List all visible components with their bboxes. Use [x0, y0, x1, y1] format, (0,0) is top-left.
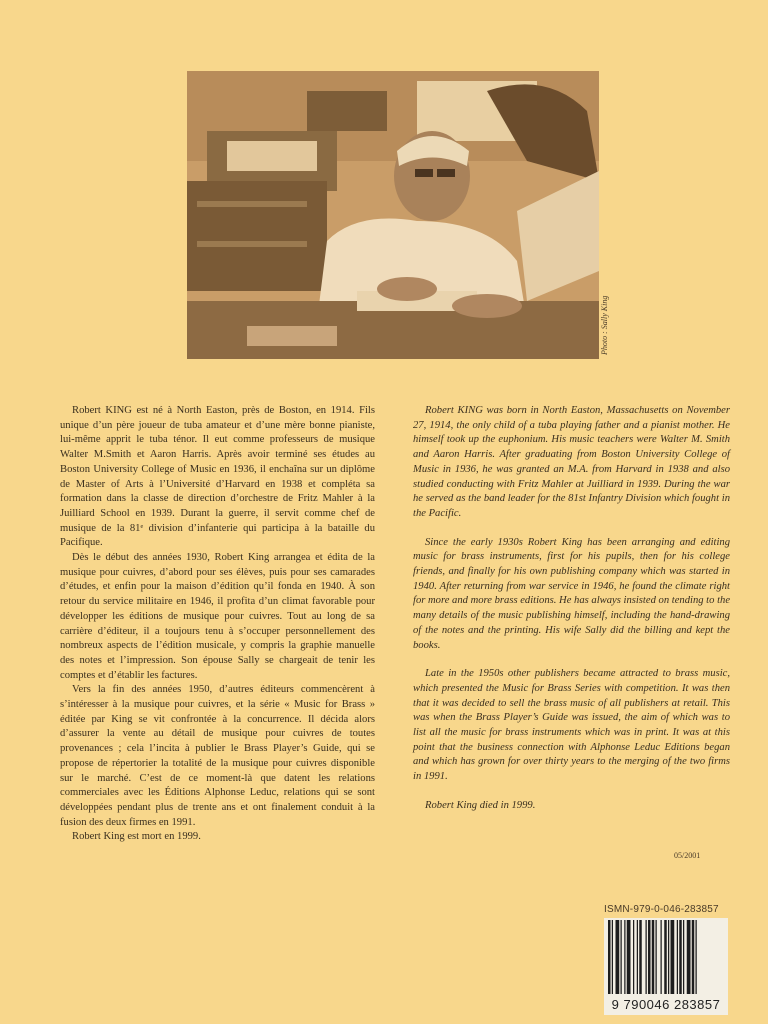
barcode-bar	[664, 920, 667, 994]
barcode-bar	[633, 920, 634, 994]
french-paragraph-1: Robert KING est né à North Easton, près de Boston, en 1914. Fils unique d’un père joueur de tuba amateur et d’une mère bonne pianiste, lui-même apprit le tuba ténor. Il eut comme professeurs de musique Walter M.Smith et Aaron Harris. Après avoir terminé ses études au Boston University College of Music en 1936, il enchaîna sur un diplôme de Master of Arts à l’Université d’Harvard en 1938 et compléta sa formation dans la classe de direction d’orchestre de Fritz Mahler à la Juilliard School en 1939. Durant la guerre, il servit comme chef de musique de la 81ᵉ division d’infanterie qui participa à la bataille du Pacifique.	[60, 405, 375, 549]
barcode-bar	[608, 920, 611, 994]
barcode-bar	[671, 920, 675, 994]
english-paragraph-2: Since the early 1930s Robert King has been arranging and editing music for brass instruments, first for his pupils, then for his college friends, and finally for his own publishing company which was started in 1940. After returning from war service in 1946, he found the climate right for more and more brass editions. He has always insisted on tending to the many details of the music publishing himself, including the hand-drawing of the notes and the printing. His wife Sally did the billing and kept the books.	[413, 536, 731, 651]
ismn-label: ISMN-979-0-046-283857	[604, 904, 719, 915]
barcode-digits: 9 790046 283857	[604, 995, 728, 1015]
barcode-bar	[687, 920, 691, 994]
barcode-bar	[627, 920, 631, 994]
barcode-bar	[692, 920, 695, 994]
barcode-bar	[639, 920, 642, 994]
barcode-bar	[677, 920, 678, 994]
barcode-bar	[652, 920, 655, 994]
barcode-bar	[616, 920, 620, 994]
barcode-bar	[624, 920, 625, 994]
portrait-photo	[187, 71, 599, 359]
french-text-column	[60, 404, 375, 845]
english-text-column	[413, 404, 730, 828]
photo-illustration	[187, 71, 599, 359]
french-paragraph-2: Dès le début des années 1930, Robert King arrangea et édita de la musique pour cuivres, d’abord pour ses élèves, puis pour ses camarades d’études, et enfin pour la maison d’édition qu’il fonda en 1940. À son retour du service militaire en 1946, il profita d’un climat favorable pour développer les éditions de musique pour cuivres. Tout au long de sa carrière d’éditeur, il a toujours tenu à s’occuper personnellement des nombreux aspects de l’édition musicale, y compris la graphie manuelle des notes et l’impression. Son épouse Sally se chargeait de tenir les comptes et d’établir les factures.	[60, 552, 375, 681]
date-code: 05/2001	[674, 851, 701, 860]
barcode	[604, 918, 728, 996]
english-paragraph-4: Robert King died in 1999.	[425, 799, 536, 811]
english-paragraph-3: Late in the 1950s other publishers became attracted to brass music, which presented the Music for Brass Series with competition. It was then that it was decided to sell the brass music of all publishers at retail. This was when the Brass Player’s Guide was issued, the aim of which was to list all the music for brass instruments which was in print. It was at this point that the business connection with Alphonse Leduc Editions began and which has grown for over thirty years to the merging of the two firms in 1991.	[413, 668, 730, 783]
photo-credit: Photo : Sally King	[600, 295, 609, 355]
barcode-bar	[621, 920, 622, 994]
barcode-bar	[637, 920, 638, 994]
barcode-bar	[648, 920, 651, 994]
barcode-bar	[696, 920, 697, 994]
english-paragraph-1: Robert KING was born in North Easton, Massachusetts on November 27, 1914, the only child of a tuba playing father and a pianist mother. He himself took up the euphonium. His music teachers were Walter M. Smith and Aaron Harris. After graduating from Boston University College of Music in 1936, he was granted an M.A. from Harvard in 1938 and also studied conducting with Fritz Mahler at Juilliard in 1939. During the war he served as the band leader for the 81st Infantry Division which fought in the Pacific.	[413, 405, 730, 519]
barcode-bars	[604, 918, 728, 996]
barcode-bar	[612, 920, 613, 994]
barcode-bar	[683, 920, 684, 994]
barcode-block	[604, 904, 728, 1016]
barcode-bar	[668, 920, 669, 994]
french-paragraph-4: Robert King est mort en 1999.	[72, 831, 201, 843]
barcode-bar	[646, 920, 647, 994]
french-paragraph-3: Vers la fin des années 1950, d’autres éditeurs commencèrent à s’intéresser à la musique pour cuivres, et la série « Music for Brass » éditée par King se vit confrontée à la concurrence. Il décida alors d’assurer la vente au détail de musique pour cuivres de toutes provenances ; cela l’incita à publier le Brass Player’s Guide, qui se propose de répertorier la totalité de la musique pour cuivres disponible sur le marché. C’est de ce moment-là que datent les relations commerciales avec les Éditions Alphonse Leduc, relations qui se sont développées pendant plus de trente ans et ont finalement conduit à la fusion des deux firmes en 1991.	[60, 684, 375, 828]
barcode-bar	[656, 920, 657, 994]
barcode-bar	[661, 920, 662, 994]
barcode-bar	[679, 920, 682, 994]
